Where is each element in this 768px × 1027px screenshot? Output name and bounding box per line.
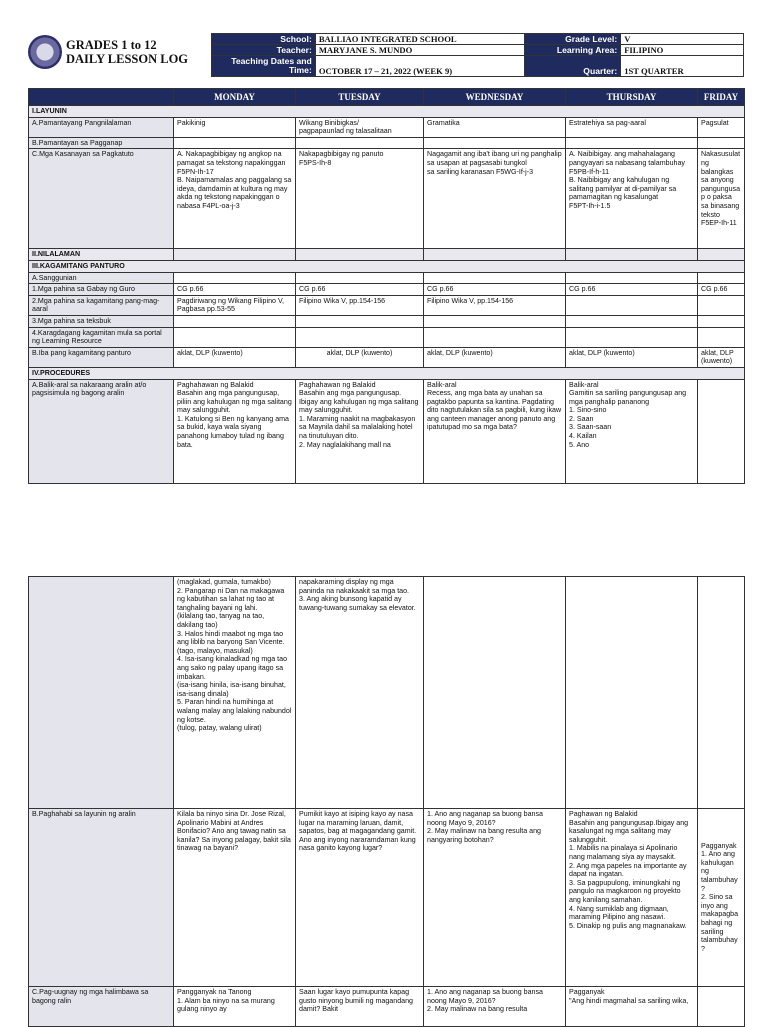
table-row [29, 327, 745, 347]
row-label: 1.Mga pahina sa Gabay ng Guro [29, 284, 174, 296]
row-label: A.Pamantayang Pangnilalaman [29, 117, 174, 137]
lesson-log-table [28, 88, 745, 484]
row-label: A.Sanggunian [29, 272, 174, 284]
row-label: B.Paghahabi sa layunin ng aralin [29, 809, 174, 987]
day-header-row [29, 89, 745, 106]
day-friday: FRIDAY [698, 89, 745, 106]
lesson-log-table-continued [28, 576, 745, 1027]
section-row: I.LAYUNIN [29, 106, 745, 118]
learning-area-value: FILIPINO [621, 45, 744, 56]
row-label: B.Iba pang kagamitang panturo [29, 347, 174, 367]
day-tuesday: TUESDAY [296, 89, 424, 106]
row-label: A.Balik-aral sa nakaraang aralin at/o pagsisimula ng bagong aralin [29, 379, 174, 483]
section-row: IV.PROCEDURES [29, 367, 745, 379]
section-row: III.KAGAMITANG PANTURO [29, 260, 745, 272]
teacher-value: MARYJANE S. MUNDO [315, 45, 525, 56]
table-row: 2.Mga pahina sa kagamitang pang-mag-aaral Pagdiriwang ng Wikang Filipino V, Pagbasa pp.53-55 Filipino Wika V, pp.154-156 Filipino Wika V, pp.154-156 [29, 295, 745, 315]
section-row: II.NILALAMAN [29, 249, 745, 261]
table-row: 1.Mga pahina sa Gabay ng Guro CG p.66 CG p.66 CG p.66 CG p.66 CG p.66 [29, 284, 745, 296]
table-row: C.Mga Kasanayan sa Pagkatuto A. Nakapagbibigay ng angkop na pamagat sa tekstong napakinggan F5PN-Ih-17 B. Naipamamalas ang paggalang sa ideya, damdamin at kultura ng may akda ng tekstong napakinggan o nabasa F4PL-oa-j-3 Nakapagbibigay ng panuto F5PS-Ih-8 Nagagamit ang iba't ibang uri ng panghalip sa usapan at pagsasabi tungkol sa sariling karanasan F5WG-If-j-3 A. Naibibigay. ang mahahalagang pangyayari sa nabasang talambuhay F5PB-If-h-11 B. Naibibigay ang kahulugan ng salitang pamilyar at di-pamilyar sa pamamagitan ng kasalungat F5PT-Ih-i-1.5 Nakasusulat ng balangkas sa anyong pangungusap o paksa sa binasang teksto F5EP-Ih-11 [29, 149, 745, 249]
school-label: School: [212, 34, 316, 45]
row-label: B.Pamantayan sa Pagganap [29, 137, 174, 149]
day-thursday: THURSDAY [566, 89, 698, 106]
teaching-dates-value: OCTOBER 17 – 21, 2022 (WEEK 9) [315, 56, 525, 77]
day-wednesday: WEDNESDAY [424, 89, 566, 106]
school-value: BALLIAO INTEGRATED SCHOOL [315, 34, 525, 45]
row-label: 2.Mga pahina sa kagamitang pang-mag-aaral [29, 295, 174, 315]
row-label: 4.Karagdagang kagamitan mula sa portal ng Learning Resource [29, 327, 174, 347]
grade-level-label: Grade Level: [525, 34, 621, 45]
table-row: (maglakad, gumala, tumakbo) 2. Pangarap ni Dan na makagawa ng kabutihan sa lahat ng tao at tanghaling bayani ng lahi. (kilalang tao, tanyag na tao, dakilang tao) 3. Halos hindi maabot ng mga tao ang liblib na baryong San Vicente. (tago, malayo, masukal) 4. Isa-isang kinaladkad ng mga tao ang sako ng palay upang itago sa imbakan. (isa-isang hinila, isa-isang binuhat, isa-isang dinala) 5. Paran hindi na humihinga at walang malay ang lalaking nabundol ng kotse. (tulog, patay, walang ulirat) napakaraming display ng mga paninda na nakakaakit sa mga tao. 3. Ang aking bunsong kapatid ay tuwang-tuwang sumakay sa elevator. [29, 577, 745, 809]
quarter-label: Quarter: [525, 56, 621, 77]
row-label: C.Mga Kasanayan sa Pagkatuto [29, 149, 174, 249]
day-monday: MONDAY [174, 89, 296, 106]
teaching-dates-label: Teaching Dates and Time: [212, 56, 316, 77]
learning-area-label: Learning Area: [525, 45, 621, 56]
quarter-value: 1ST QUARTER [621, 56, 744, 77]
page-title: GRADES 1 to 12 DAILY LESSON LOG [66, 38, 189, 66]
grade-level-value: V [621, 34, 744, 45]
table-row: A.Balik-aral sa nakaraang aralin at/o pagsisimula ng bagong aralin Paghahawan ng Balakid Basahin ang mga pangungusap, piliin ang kahulugan ng mga salitang may salungguhit. 1. Katulong si Ben ng kanyang ama sa bukid, kaya wala siyang panahong lumaboy tulad ng ibang bata. Paghahawan ng Balakid Basahin ang mga pangungusap. Ibigay ang kahulugan ng mga salitang may salungguhit. 1. Maraming naakit na magbakasyon sa Maynila dahil sa malalaking hotel na tinutuluyan dito. 2. May naglalakihang mall na Balik-aral Recess, ang mga bata ay unahan sa pagtakbo papunta sa kantina. Pagdating dito nagtutulakan sila sa pagbili, kung ikaw ang canteen manager anong panuto ang ipatutupad mo sa mga bata? Balik-aral Gamitin sa sariling pangungusap ang mga panghalip pananong 1. Sino-sino 2. Saan 3. Saan-saan 4. Kailan 5. Ano [29, 379, 745, 483]
table-row [29, 137, 745, 149]
table-row [29, 272, 745, 284]
teacher-label: Teacher: [212, 45, 316, 56]
deped-seal-icon [28, 35, 62, 69]
table-row [29, 315, 745, 327]
table-row: B.Iba pang kagamitang panturo aklat, DLP (kuwento) aklat, DLP (kuwento) aklat, DLP (kuwento) aklat, DLP (kuwento) aklat, DLP (kuwento) [29, 347, 745, 367]
table-row: B.Paghahabi sa layunin ng aralin Kilala ba ninyo sina Dr. Jose Rizal, Apolinario Mabini at Andres Bonifacio? Ano ang tawag natin sa kanila? Sa inyong palagay, bakit sila tinawag na bayani? Pumikit kayo at isiping kayo ay nasa lugar na maraming laruan, damit, sapatos, bag at magagandang gamit. Ano ang inyong nararamdaman kung nasa ganito kayong lugar? 1. Ano ang naganap sa buong bansa noong Mayo 9, 2016? 2. May malinaw na bang resulta ang nangyaring botohan? Paghawan ng Balakid Basahin ang pangungusap.Ibigay ang kasalungat ng mga salitang may salungguhit. 1. Mabilis na pinalaya si Apolinario nang malamang siya ay maysakit. 2. Ang mga papeles na importante ay dapat na ingatan. 3. Sa pagpupulong, iminungkahi ng pangulo na magkaroon ng proyekto ang kanilang samahan. 4. Nang sumiklab ang digmaan, maraming Pilipino ang nasawi. 5. Dinakip ng pulis ang magnanakaw. Pagganyak 1. Ano ang kahulugan ng talambuhay? 2. Sino sa inyo ang makapagbabahagi ng sariling talambuhay? [29, 809, 745, 987]
table-row: A.Pamantayang Pangnilalaman Pakikinig Wikang Binibigkas/ pagpapaunlad ng talasalitaan Gramatika Estratehiya sa pag-aaral Pagsulat [29, 117, 745, 137]
table-row: C.Pag-uugnay ng mga halimbawa sa bagong ralin Pangganyak na Tanong 1. Alam ba ninyo na sa murang gulang ninyo ay Saan lugar kayo pumupunta kapag gusto ninyong bumili ng magandang damit? Bakit 1. Ano ang naganap sa buong bansa noong Mayo 9, 2016? 2. May malinaw na bang resulta Pagganyak "Ang hindi magmahal sa sariling wika, [29, 987, 745, 1027]
header-info-grid [211, 33, 744, 77]
row-label: 3.Mga pahina sa teksbuk [29, 315, 174, 327]
row-label: C.Pag-uugnay ng mga halimbawa sa bagong ralin [29, 987, 174, 1027]
